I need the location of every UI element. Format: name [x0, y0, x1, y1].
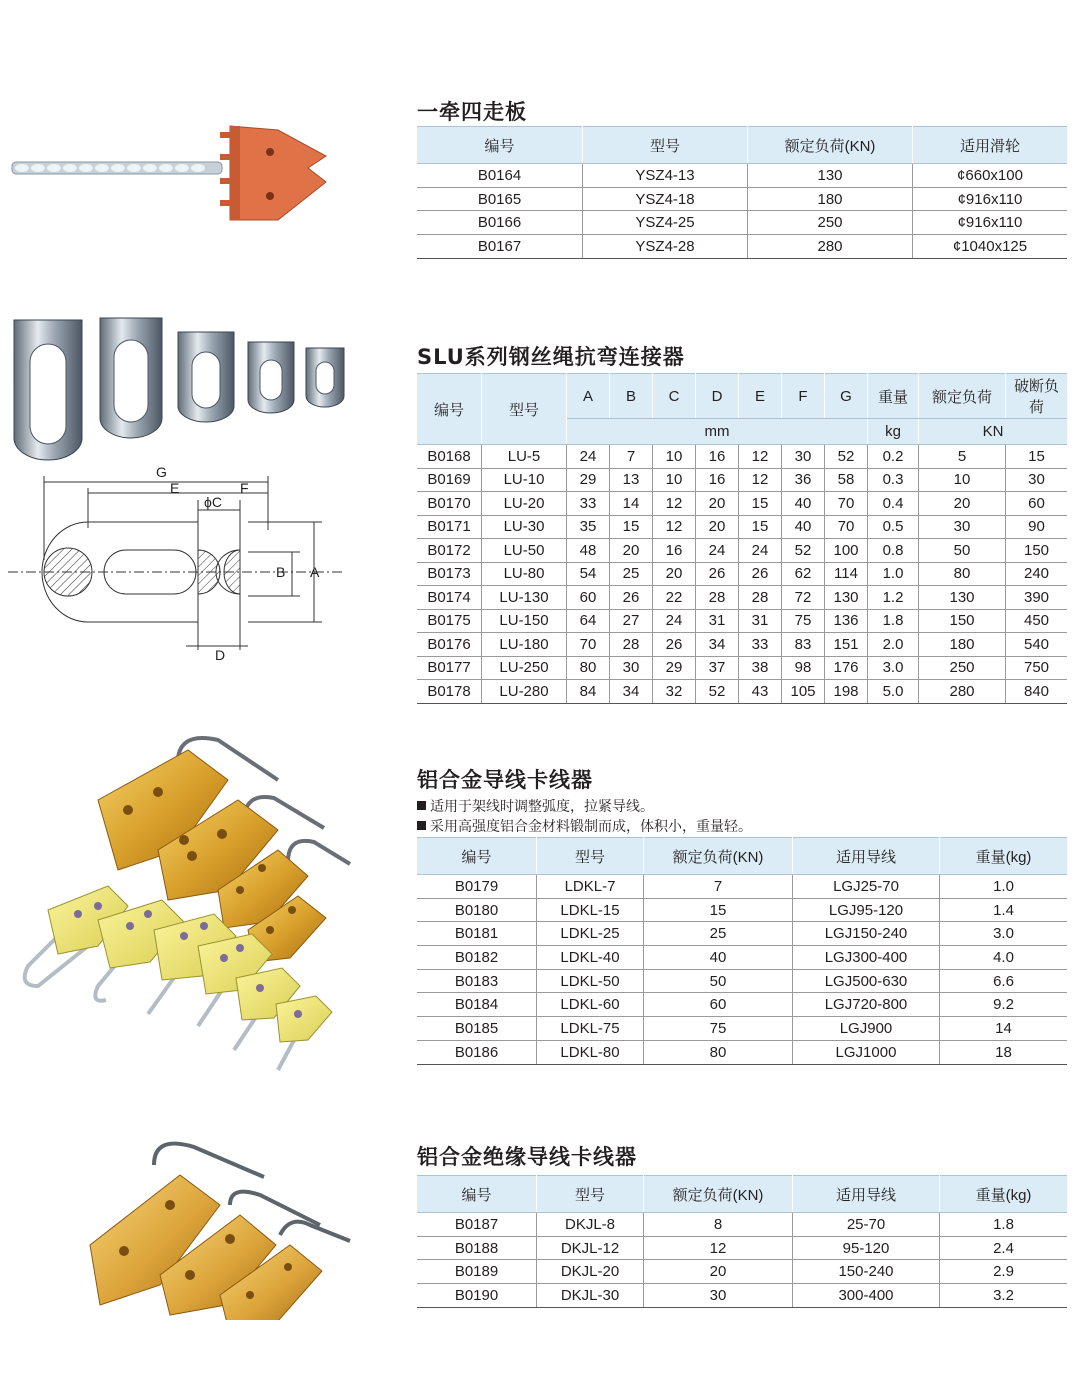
col-header: 额定负荷: [919, 374, 1006, 419]
table-cell: B0171: [417, 515, 482, 539]
col-header: D: [696, 374, 739, 419]
table-cell: 18: [940, 1040, 1068, 1064]
col-header: 破断负荷: [1006, 374, 1068, 419]
table-cell: LU-180: [482, 633, 567, 657]
table-row: [417, 492, 1067, 516]
table-cell: 16: [696, 445, 739, 469]
table-cell: 20: [919, 492, 1006, 516]
table-cell: 20: [696, 515, 739, 539]
table-cell: 40: [782, 492, 825, 516]
table-cell: 35: [567, 515, 610, 539]
table-cell: 198: [825, 680, 868, 704]
table-cell: 28: [610, 633, 653, 657]
table-cell: 1.8: [868, 609, 919, 633]
table-row: [417, 680, 1067, 704]
table-cell: 14: [940, 1017, 1068, 1041]
table-cell: 30: [610, 656, 653, 680]
table-cell: YSZ4-13: [583, 164, 748, 188]
table-cell: 83: [782, 633, 825, 657]
table-row: [417, 609, 1067, 633]
insulated-wire-gripper-photo: [80, 1135, 360, 1320]
table-row: [417, 1017, 1067, 1041]
table-cell: 24: [696, 539, 739, 563]
table-cell: 16: [653, 539, 696, 563]
table-cell: B0176: [417, 633, 482, 657]
table-cell: 70: [825, 492, 868, 516]
table-row: [417, 586, 1067, 610]
table-row: [417, 875, 1067, 899]
table-cell: B0172: [417, 539, 482, 563]
table-row: [417, 187, 1067, 211]
table-cell: 25: [610, 562, 653, 586]
table-cell: 10: [919, 468, 1006, 492]
unit-kg: kg: [868, 419, 919, 445]
bullet-square-icon: [417, 801, 426, 810]
table-cell: 37: [696, 656, 739, 680]
table-cell: B0169: [417, 468, 482, 492]
table-cell: B0189: [417, 1260, 537, 1284]
table-cell: 95-120: [793, 1236, 940, 1260]
table-cell: 250: [919, 656, 1006, 680]
table-cell: 750: [1006, 656, 1068, 680]
table-cell: 4.0: [940, 946, 1068, 970]
table-cell: B0174: [417, 586, 482, 610]
table-cell: YSZ4-18: [583, 187, 748, 211]
table-cell: 0.2: [868, 445, 919, 469]
table-cell: B0184: [417, 993, 537, 1017]
table-cell: 40: [782, 515, 825, 539]
diagram-label-b: B: [276, 564, 286, 580]
table-cell: 8: [644, 1213, 793, 1237]
note-item: [417, 817, 752, 837]
table-cell: 10: [653, 445, 696, 469]
table-cell: 24: [653, 609, 696, 633]
table-cell: 25-70: [793, 1213, 940, 1237]
diagram-label-phi-c: ϕC: [204, 494, 222, 510]
table-cell: B0168: [417, 445, 482, 469]
col-header: A: [567, 374, 610, 419]
table-cell: 20: [644, 1260, 793, 1284]
col-header: 额定负荷(KN): [644, 1176, 793, 1213]
table-cell: 2.9: [940, 1260, 1068, 1284]
col-header: 重量(kg): [940, 1176, 1068, 1213]
table-cell: 20: [696, 492, 739, 516]
table-cell: 34: [696, 633, 739, 657]
table-cell: B0182: [417, 946, 537, 970]
table-cell: 9.2: [940, 993, 1068, 1017]
col-header: 编号: [417, 127, 583, 164]
table-cell: 30: [919, 515, 1006, 539]
table-row: [417, 969, 1067, 993]
table-cell: 30: [1006, 468, 1068, 492]
section-title-wire-gripper: 铝合金导线卡线器: [417, 768, 593, 792]
table-cell: 0.4: [868, 492, 919, 516]
table-cell: 28: [696, 586, 739, 610]
table-cell: 33: [567, 492, 610, 516]
table-cell: 16: [696, 468, 739, 492]
table-cell: 80: [919, 562, 1006, 586]
table-cell: 5.0: [868, 680, 919, 704]
table-row: [417, 993, 1067, 1017]
wire-gripper-photo: [8, 730, 353, 1090]
table-cell: LGJ1000: [793, 1040, 940, 1064]
table-cell: 100: [825, 539, 868, 563]
table-row: [417, 1236, 1067, 1260]
table-cell: 22: [653, 586, 696, 610]
table-cell: 390: [1006, 586, 1068, 610]
table-cell: DKJL-30: [537, 1284, 644, 1308]
table-row: [417, 656, 1067, 680]
table-cell: 32: [653, 680, 696, 704]
section-title-insulated-gripper: 铝合金绝缘导线卡线器: [417, 1145, 637, 1169]
table-cell: YSZ4-28: [583, 235, 748, 259]
table-cell: B0188: [417, 1236, 537, 1260]
table-cell: 15: [610, 515, 653, 539]
table-cell: YSZ4-25: [583, 211, 748, 235]
table-cell: LDKL-15: [537, 898, 644, 922]
table-cell: 12: [644, 1236, 793, 1260]
col-header: 适用滑轮: [913, 127, 1068, 164]
table-cell: LU-150: [482, 609, 567, 633]
table-cell: 280: [748, 235, 913, 259]
wire-gripper-notes: [417, 797, 752, 837]
table-cell: LDKL-75: [537, 1017, 644, 1041]
table-row: [417, 922, 1067, 946]
table-cell: 84: [567, 680, 610, 704]
table-cell: 3.2: [940, 1284, 1068, 1308]
table-cell: 60: [1006, 492, 1068, 516]
table-cell: 80: [644, 1040, 793, 1064]
col-header: 型号: [482, 374, 567, 445]
table-cell: 0.5: [868, 515, 919, 539]
table-cell: 300-400: [793, 1284, 940, 1308]
table-cell: 7: [644, 875, 793, 899]
table-cell: LDKL-25: [537, 922, 644, 946]
table-cell: 72: [782, 586, 825, 610]
table-cell: 150: [1006, 539, 1068, 563]
connector-photo: [8, 310, 348, 465]
col-header: 重量: [868, 374, 919, 419]
col-header: 编号: [417, 838, 537, 875]
col-header: 型号: [583, 127, 748, 164]
diagram-label-f: F: [240, 480, 249, 496]
table-cell: 26: [739, 562, 782, 586]
table-cell: B0178: [417, 680, 482, 704]
table-cell: LGJ500-630: [793, 969, 940, 993]
table-cell: 60: [567, 586, 610, 610]
table-cell: LGJ900: [793, 1017, 940, 1041]
diagram-label-e: E: [170, 480, 180, 496]
table-cell: 98: [782, 656, 825, 680]
table-cell: 12: [739, 445, 782, 469]
table-cell: 54: [567, 562, 610, 586]
col-header: 额定负荷(KN): [644, 838, 793, 875]
table-cell: 34: [610, 680, 653, 704]
table-cell: 15: [739, 515, 782, 539]
col-header: 编号: [417, 374, 482, 445]
headboard-photo: [8, 120, 338, 230]
col-header: B: [610, 374, 653, 419]
table-cell: B0186: [417, 1040, 537, 1064]
table-cell: 136: [825, 609, 868, 633]
table-cell: 150-240: [793, 1260, 940, 1284]
col-header: C: [653, 374, 696, 419]
table-cell: LU-80: [482, 562, 567, 586]
table-cell: 840: [1006, 680, 1068, 704]
table-cell: 1.2: [868, 586, 919, 610]
unit-mm: mm: [567, 419, 868, 445]
table-cell: LDKL-50: [537, 969, 644, 993]
table-cell: LDKL-80: [537, 1040, 644, 1064]
table-cell: 38: [739, 656, 782, 680]
table-cell: 36: [782, 468, 825, 492]
table-cell: 130: [825, 586, 868, 610]
table-cell: 114: [825, 562, 868, 586]
table-cell: 14: [610, 492, 653, 516]
table-cell: B0177: [417, 656, 482, 680]
table-cell: 52: [825, 445, 868, 469]
table-cell: 15: [739, 492, 782, 516]
col-header: 额定负荷(KN): [748, 127, 913, 164]
table-cell: LDKL-7: [537, 875, 644, 899]
table-cell: B0175: [417, 609, 482, 633]
table-cell: 12: [739, 468, 782, 492]
col-header: F: [782, 374, 825, 419]
table-cell: 105: [782, 680, 825, 704]
table-cell: B0183: [417, 969, 537, 993]
table-cell: LGJ300-400: [793, 946, 940, 970]
table-cell: LDKL-40: [537, 946, 644, 970]
table-cell: LU-50: [482, 539, 567, 563]
table-cell: 20: [653, 562, 696, 586]
table-cell: LGJ25-70: [793, 875, 940, 899]
table-cell: LU-20: [482, 492, 567, 516]
table-cell: LU-5: [482, 445, 567, 469]
table-row: [417, 539, 1067, 563]
col-header: E: [739, 374, 782, 419]
table-cell: 12: [653, 492, 696, 516]
bullet-square-icon: [417, 821, 426, 830]
section-title-connector: SLU系列钢丝绳抗弯连接器: [417, 345, 685, 369]
table-cell: LU-10: [482, 468, 567, 492]
col-header: 适用导线: [793, 1176, 940, 1213]
table-cell: 52: [782, 539, 825, 563]
table-cell: LGJ150-240: [793, 922, 940, 946]
table-cell: 70: [825, 515, 868, 539]
table-cell: 29: [653, 656, 696, 680]
table-cell: 1.0: [940, 875, 1068, 899]
table-cell: 2.0: [868, 633, 919, 657]
table-cell: 31: [696, 609, 739, 633]
table-cell: 240: [1006, 562, 1068, 586]
table-cell: B0181: [417, 922, 537, 946]
table-cell: B0179: [417, 875, 537, 899]
table-cell: 0.8: [868, 539, 919, 563]
unit-kn: KN: [919, 419, 1068, 445]
table-cell: ¢1040x125: [913, 235, 1068, 259]
table-row: [417, 946, 1067, 970]
table-row: [417, 633, 1067, 657]
table-cell: LGJ95-120: [793, 898, 940, 922]
table-cell: 27: [610, 609, 653, 633]
table-cell: 130: [919, 586, 1006, 610]
table-row: [417, 562, 1067, 586]
table-cell: 5: [919, 445, 1006, 469]
table-cell: LU-250: [482, 656, 567, 680]
headboard-spec-table: [417, 126, 1067, 259]
table-cell: 250: [748, 211, 913, 235]
table-cell: 28: [739, 586, 782, 610]
col-header: 适用导线: [793, 838, 940, 875]
table-row: [417, 515, 1067, 539]
table-cell: ¢916x110: [913, 211, 1068, 235]
table-cell: 60: [644, 993, 793, 1017]
table-row: [417, 1284, 1067, 1308]
table-cell: 24: [567, 445, 610, 469]
table-cell: B0166: [417, 211, 583, 235]
table-cell: B0173: [417, 562, 482, 586]
table-cell: 24: [739, 539, 782, 563]
table-cell: 31: [739, 609, 782, 633]
table-cell: 25: [644, 922, 793, 946]
table-cell: B0167: [417, 235, 583, 259]
table-cell: 75: [644, 1017, 793, 1041]
table-cell: 30: [782, 445, 825, 469]
table-cell: 75: [782, 609, 825, 633]
table-cell: 1.4: [940, 898, 1068, 922]
table-cell: 20: [610, 539, 653, 563]
connector-dimension-diagram: [8, 460, 348, 665]
col-header: G: [825, 374, 868, 419]
note-item: [417, 797, 752, 817]
wire-gripper-spec-table: [417, 837, 1067, 1065]
table-cell: 33: [739, 633, 782, 657]
table-cell: 12: [653, 515, 696, 539]
table-cell: 50: [644, 969, 793, 993]
section-title-headboard: 一牵四走板: [417, 100, 527, 124]
table-cell: 26: [696, 562, 739, 586]
table-cell: 15: [1006, 445, 1068, 469]
table-cell: 176: [825, 656, 868, 680]
col-header: 重量(kg): [940, 838, 1068, 875]
diagram-label-g: G: [156, 464, 167, 480]
table-cell: B0185: [417, 1017, 537, 1041]
table-row: [417, 1040, 1067, 1064]
table-cell: 43: [739, 680, 782, 704]
table-cell: B0165: [417, 187, 583, 211]
table-cell: 180: [748, 187, 913, 211]
table-cell: LU-280: [482, 680, 567, 704]
table-cell: 0.3: [868, 468, 919, 492]
table-cell: 1.8: [940, 1213, 1068, 1237]
table-cell: 10: [653, 468, 696, 492]
table-cell: DKJL-20: [537, 1260, 644, 1284]
diagram-label-d: D: [215, 647, 226, 663]
table-cell: 50: [919, 539, 1006, 563]
table-cell: B0187: [417, 1213, 537, 1237]
table-cell: DKJL-8: [537, 1213, 644, 1237]
table-cell: 58: [825, 468, 868, 492]
table-cell: 30: [644, 1284, 793, 1308]
table-cell: 2.4: [940, 1236, 1068, 1260]
table-row: [417, 1213, 1067, 1237]
table-cell: 180: [919, 633, 1006, 657]
table-cell: 7: [610, 445, 653, 469]
note-text: 适用于架线时调整弧度，拉紧导线。: [430, 799, 654, 815]
col-header: 编号: [417, 1176, 537, 1213]
table-cell: LU-130: [482, 586, 567, 610]
table-cell: 62: [782, 562, 825, 586]
insulated-gripper-spec-table: [417, 1175, 1067, 1308]
table-cell: 29: [567, 468, 610, 492]
table-row: [417, 1260, 1067, 1284]
table-cell: LU-30: [482, 515, 567, 539]
table-cell: 48: [567, 539, 610, 563]
table-cell: LGJ720-800: [793, 993, 940, 1017]
table-row: [417, 235, 1067, 259]
table-cell: 52: [696, 680, 739, 704]
note-text: 采用高强度铝合金材料锻制而成，体积小，重量轻。: [430, 819, 752, 835]
table-cell: 13: [610, 468, 653, 492]
table-cell: 70: [567, 633, 610, 657]
table-cell: 1.0: [868, 562, 919, 586]
table-cell: 130: [748, 164, 913, 188]
table-cell: B0170: [417, 492, 482, 516]
table-cell: 280: [919, 680, 1006, 704]
table-cell: 64: [567, 609, 610, 633]
connector-spec-table: [417, 373, 1067, 704]
table-row: [417, 468, 1067, 492]
table-cell: 90: [1006, 515, 1068, 539]
table-row: [417, 445, 1067, 469]
table-cell: 450: [1006, 609, 1068, 633]
table-cell: 3.0: [940, 922, 1068, 946]
table-cell: 150: [919, 609, 1006, 633]
table-cell: 6.6: [940, 969, 1068, 993]
table-cell: DKJL-12: [537, 1236, 644, 1260]
table-cell: 540: [1006, 633, 1068, 657]
table-cell: 26: [653, 633, 696, 657]
table-row: [417, 211, 1067, 235]
col-header: 型号: [537, 838, 644, 875]
diagram-label-a: A: [310, 564, 320, 580]
table-cell: 15: [644, 898, 793, 922]
table-cell: 26: [610, 586, 653, 610]
table-cell: 40: [644, 946, 793, 970]
table-cell: B0180: [417, 898, 537, 922]
table-cell: 3.0: [868, 656, 919, 680]
table-cell: B0190: [417, 1284, 537, 1308]
table-row: [417, 164, 1067, 188]
table-cell: LDKL-60: [537, 993, 644, 1017]
table-row: [417, 898, 1067, 922]
table-cell: 80: [567, 656, 610, 680]
table-cell: ¢916x110: [913, 187, 1068, 211]
table-cell: ¢660x100: [913, 164, 1068, 188]
table-cell: B0164: [417, 164, 583, 188]
col-header: 型号: [537, 1176, 644, 1213]
table-cell: 151: [825, 633, 868, 657]
